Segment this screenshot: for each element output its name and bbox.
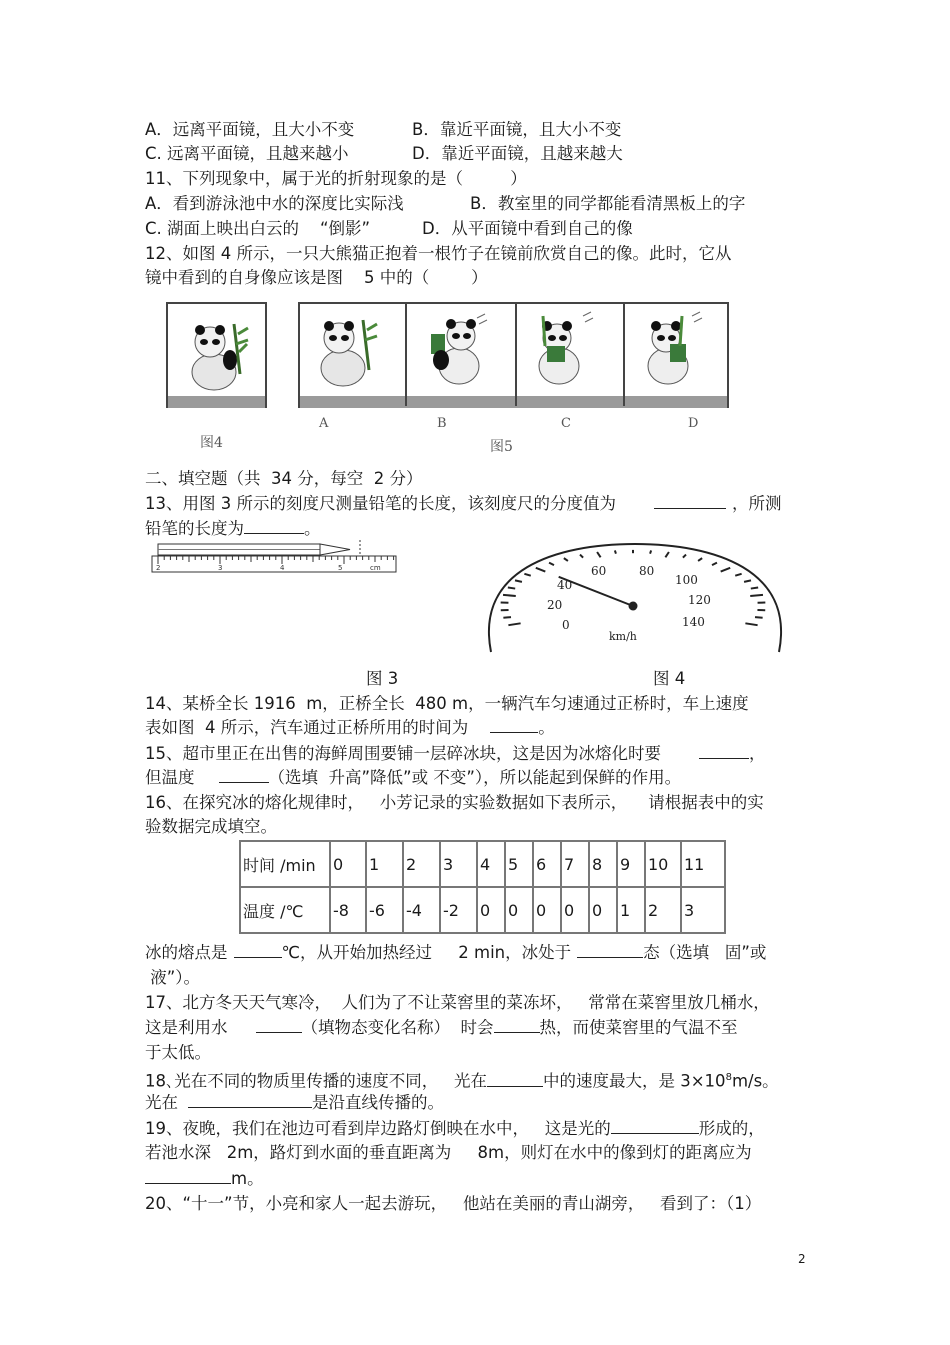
speedo-tick [503, 617, 511, 618]
q16-line1: 16、在探究冰的熔化规律时， 小芳记录的实验数据如下表所示， 请根据表中的实 [145, 793, 764, 812]
fig4b-caption: 图 4 [653, 669, 686, 688]
table-cell: 10 [645, 841, 681, 887]
speedo-label: 120 [688, 593, 711, 607]
q13-line1: 13、用图 3 所示的刻度尺测量铅笔的长度，该刻度尺的分度值为 ，所测 [145, 494, 782, 513]
speedo-tick [650, 550, 651, 553]
q10-option-c: C. 远离平面镜，且越来越小 [145, 144, 349, 163]
table-cell: 0 [477, 887, 505, 933]
speedo-label: 60 [591, 564, 607, 578]
fig5-label-a: A [319, 416, 329, 431]
ruler-tick-label: 5 [338, 564, 343, 572]
table-cell: 1 [366, 841, 403, 887]
speedo-label: 80 [639, 564, 655, 578]
speedo-tick [508, 623, 520, 625]
table-cell: 4 [477, 841, 505, 887]
table-row [240, 887, 725, 933]
q11-option-c: C. 湖面上映出白云的 “倒影” [145, 219, 371, 238]
q18-line1: 18､光在不同的物质里传播的速度不同， 光在 中的速度最大，是 $3\times 10^8m/s$。 [145, 1071, 779, 1091]
q11-option-a: A．看到游泳池中水的深度比实际浅 [145, 194, 404, 213]
table-cell: 5 [505, 841, 533, 887]
speedo-tick [735, 574, 741, 576]
speedo-unit: km/h [609, 630, 637, 643]
panda-option-d-icon [632, 310, 712, 390]
speedo-label: 140 [682, 615, 705, 629]
table-cell: -2 [440, 887, 477, 933]
speedo-tick [745, 623, 757, 625]
q15-line2: 但温度 （选填 升高”降低”或 不变”），所以能起到保鲜的作用。 [145, 768, 682, 787]
q14-line1: 14、某桥全长 1916 m，正桥全长 480 m，一辆汽车匀速通过正桥时，车上速度 [145, 694, 749, 713]
fig5-label-b: B [437, 416, 447, 431]
speedo-tick [536, 568, 546, 572]
table-cell: 6 [533, 841, 561, 887]
q19-line2: 若池水深 2m，路灯到水面的垂直距离为 8m，则灯在水中的像到灯的距离应为 [145, 1143, 752, 1162]
q13-line2: 铅笔的长度为 。 [145, 519, 321, 538]
q16-line2: 验数据完成填空。 [145, 817, 277, 836]
speedo-label: 100 [675, 573, 698, 587]
q10-option-b: B．靠近平面镜，且大小不变 [412, 120, 622, 139]
q18-line2: 光在 是沿直线传播的。 [145, 1093, 444, 1112]
speedo-tick [755, 617, 763, 618]
table-cell: 11 [681, 841, 725, 887]
speedo-label: 20 [547, 598, 563, 612]
panda-option-a-icon [305, 310, 385, 390]
table-cell: 7 [561, 841, 589, 887]
q19-line3: m。 [145, 1167, 264, 1191]
fig4-panda-frame [166, 302, 267, 408]
q11-stem: 11、下列现象中，属于光的折射现象的是（ ） [145, 169, 527, 188]
table-cell: 8 [589, 841, 617, 887]
speedo-label: 0 [562, 618, 570, 632]
table-cell: -8 [330, 887, 366, 933]
q17-line3: 于太低。 [145, 1043, 211, 1062]
q12-line1: 12、如图 4 所示，一只大熊猫正抱着一根竹子在镜前欣赏自己的像。此时，它从 [145, 244, 732, 263]
page-number: 2 [798, 1252, 806, 1266]
speedo-tick [508, 587, 515, 588]
q17-line1: 17、北方冬天天气寒冷， 人们为了不让菜窖里的菜冻坏， 常常在菜窖里放几桶水， [145, 993, 770, 1012]
q14-line2: 表如图 4 所示，汽车通过正桥所用的时间为 。 [145, 718, 555, 737]
fig3-caption: 图 3 [366, 669, 399, 688]
q17-line2: 这是利用水 （填物态变化名称） 时会 热，而使菜窖里的气温不至 [145, 1018, 738, 1037]
table-cell: 0 [330, 841, 366, 887]
speedo-tick [698, 558, 702, 561]
speedo-tick [721, 568, 731, 572]
ruler-figure [150, 540, 400, 576]
speedo-tick [580, 555, 583, 558]
panda-option-b-icon [415, 310, 495, 390]
speedo-tick [751, 587, 758, 588]
panda-option-c-icon [523, 310, 603, 390]
ruler-tick-label: 4 [280, 564, 285, 572]
speedo-tick [683, 555, 686, 558]
fig4-caption: 图4 [200, 435, 223, 451]
speedo-tick [744, 580, 751, 582]
table-cell: 1 [617, 887, 645, 933]
speedo-tick [515, 580, 522, 582]
ruler-unit-label: cm [370, 564, 381, 572]
speedo-tick [712, 563, 717, 566]
ruler-tick-label: 3 [218, 564, 223, 572]
table-cell: 2 [645, 887, 681, 933]
melting-data-table [239, 840, 726, 934]
fig5-label-d: D [688, 416, 699, 431]
fig5-label-c: C [561, 416, 571, 431]
speedo-tick [665, 552, 669, 557]
speedo-tick [615, 550, 616, 553]
table-row [240, 841, 725, 887]
q16-after1: 冰的熔点是 ℃，从开始加热经过 2 min，冰处于 态（选填 固”或 [145, 943, 767, 962]
fig5-caption: 图5 [490, 439, 513, 455]
speedo-label: 40 [557, 578, 573, 592]
q19-line1: 19、夜晚，我们在池边可看到岸边路灯倒映在水中， 这是光的 形成的， [145, 1119, 765, 1138]
panda-illustration-icon [176, 314, 256, 394]
ruler-tick-label: 2 [156, 564, 161, 572]
table-header-cell: 温度 /℃ [240, 887, 330, 933]
q15-line1: 15、超市里正在出售的海鲜周围要铺一层碎冰块，这是因为冰熔化时要 ， [145, 744, 766, 763]
q20-line1: 20、“十一”节，小亮和家人一起去游玩， 他站在美丽的青山湖旁， 看到了：（1） [145, 1194, 762, 1213]
table-cell: 0 [505, 887, 533, 933]
speedo-tick [524, 574, 530, 576]
speedo-tick [549, 563, 554, 566]
q11-option-d: D．从平面镜中看到自己的像 [422, 219, 633, 238]
q12-line2: 镜中看到的自身像应该是图 5 中的（ ） [145, 268, 488, 287]
speedo-tick [564, 558, 568, 561]
section2-heading: 二、填空题（共 34 分，每空 2 分） [145, 469, 423, 488]
q10-option-d: D．靠近平面镜，且越来越大 [412, 144, 623, 163]
q10-option-a: A．远离平面镜，且大小不变 [145, 120, 355, 139]
speedo-tick [503, 595, 516, 596]
q16-after2: 液”）。 [145, 968, 201, 987]
speedo-tick [750, 595, 763, 596]
speedo-tick [597, 552, 601, 557]
table-cell: 3 [681, 887, 725, 933]
table-cell: 0 [589, 887, 617, 933]
table-cell: -4 [403, 887, 440, 933]
q11-option-b: B．教室里的同学都能看清黑板上的字 [470, 194, 746, 213]
table-cell: 0 [533, 887, 561, 933]
table-cell: 2 [403, 841, 440, 887]
speedometer-figure [485, 540, 785, 655]
table-cell: 9 [617, 841, 645, 887]
table-cell: 3 [440, 841, 477, 887]
table-cell: -6 [366, 887, 403, 933]
table-header-cell: 时间 /min [240, 841, 330, 887]
needle-hub [629, 602, 638, 611]
table-cell: 0 [561, 887, 589, 933]
